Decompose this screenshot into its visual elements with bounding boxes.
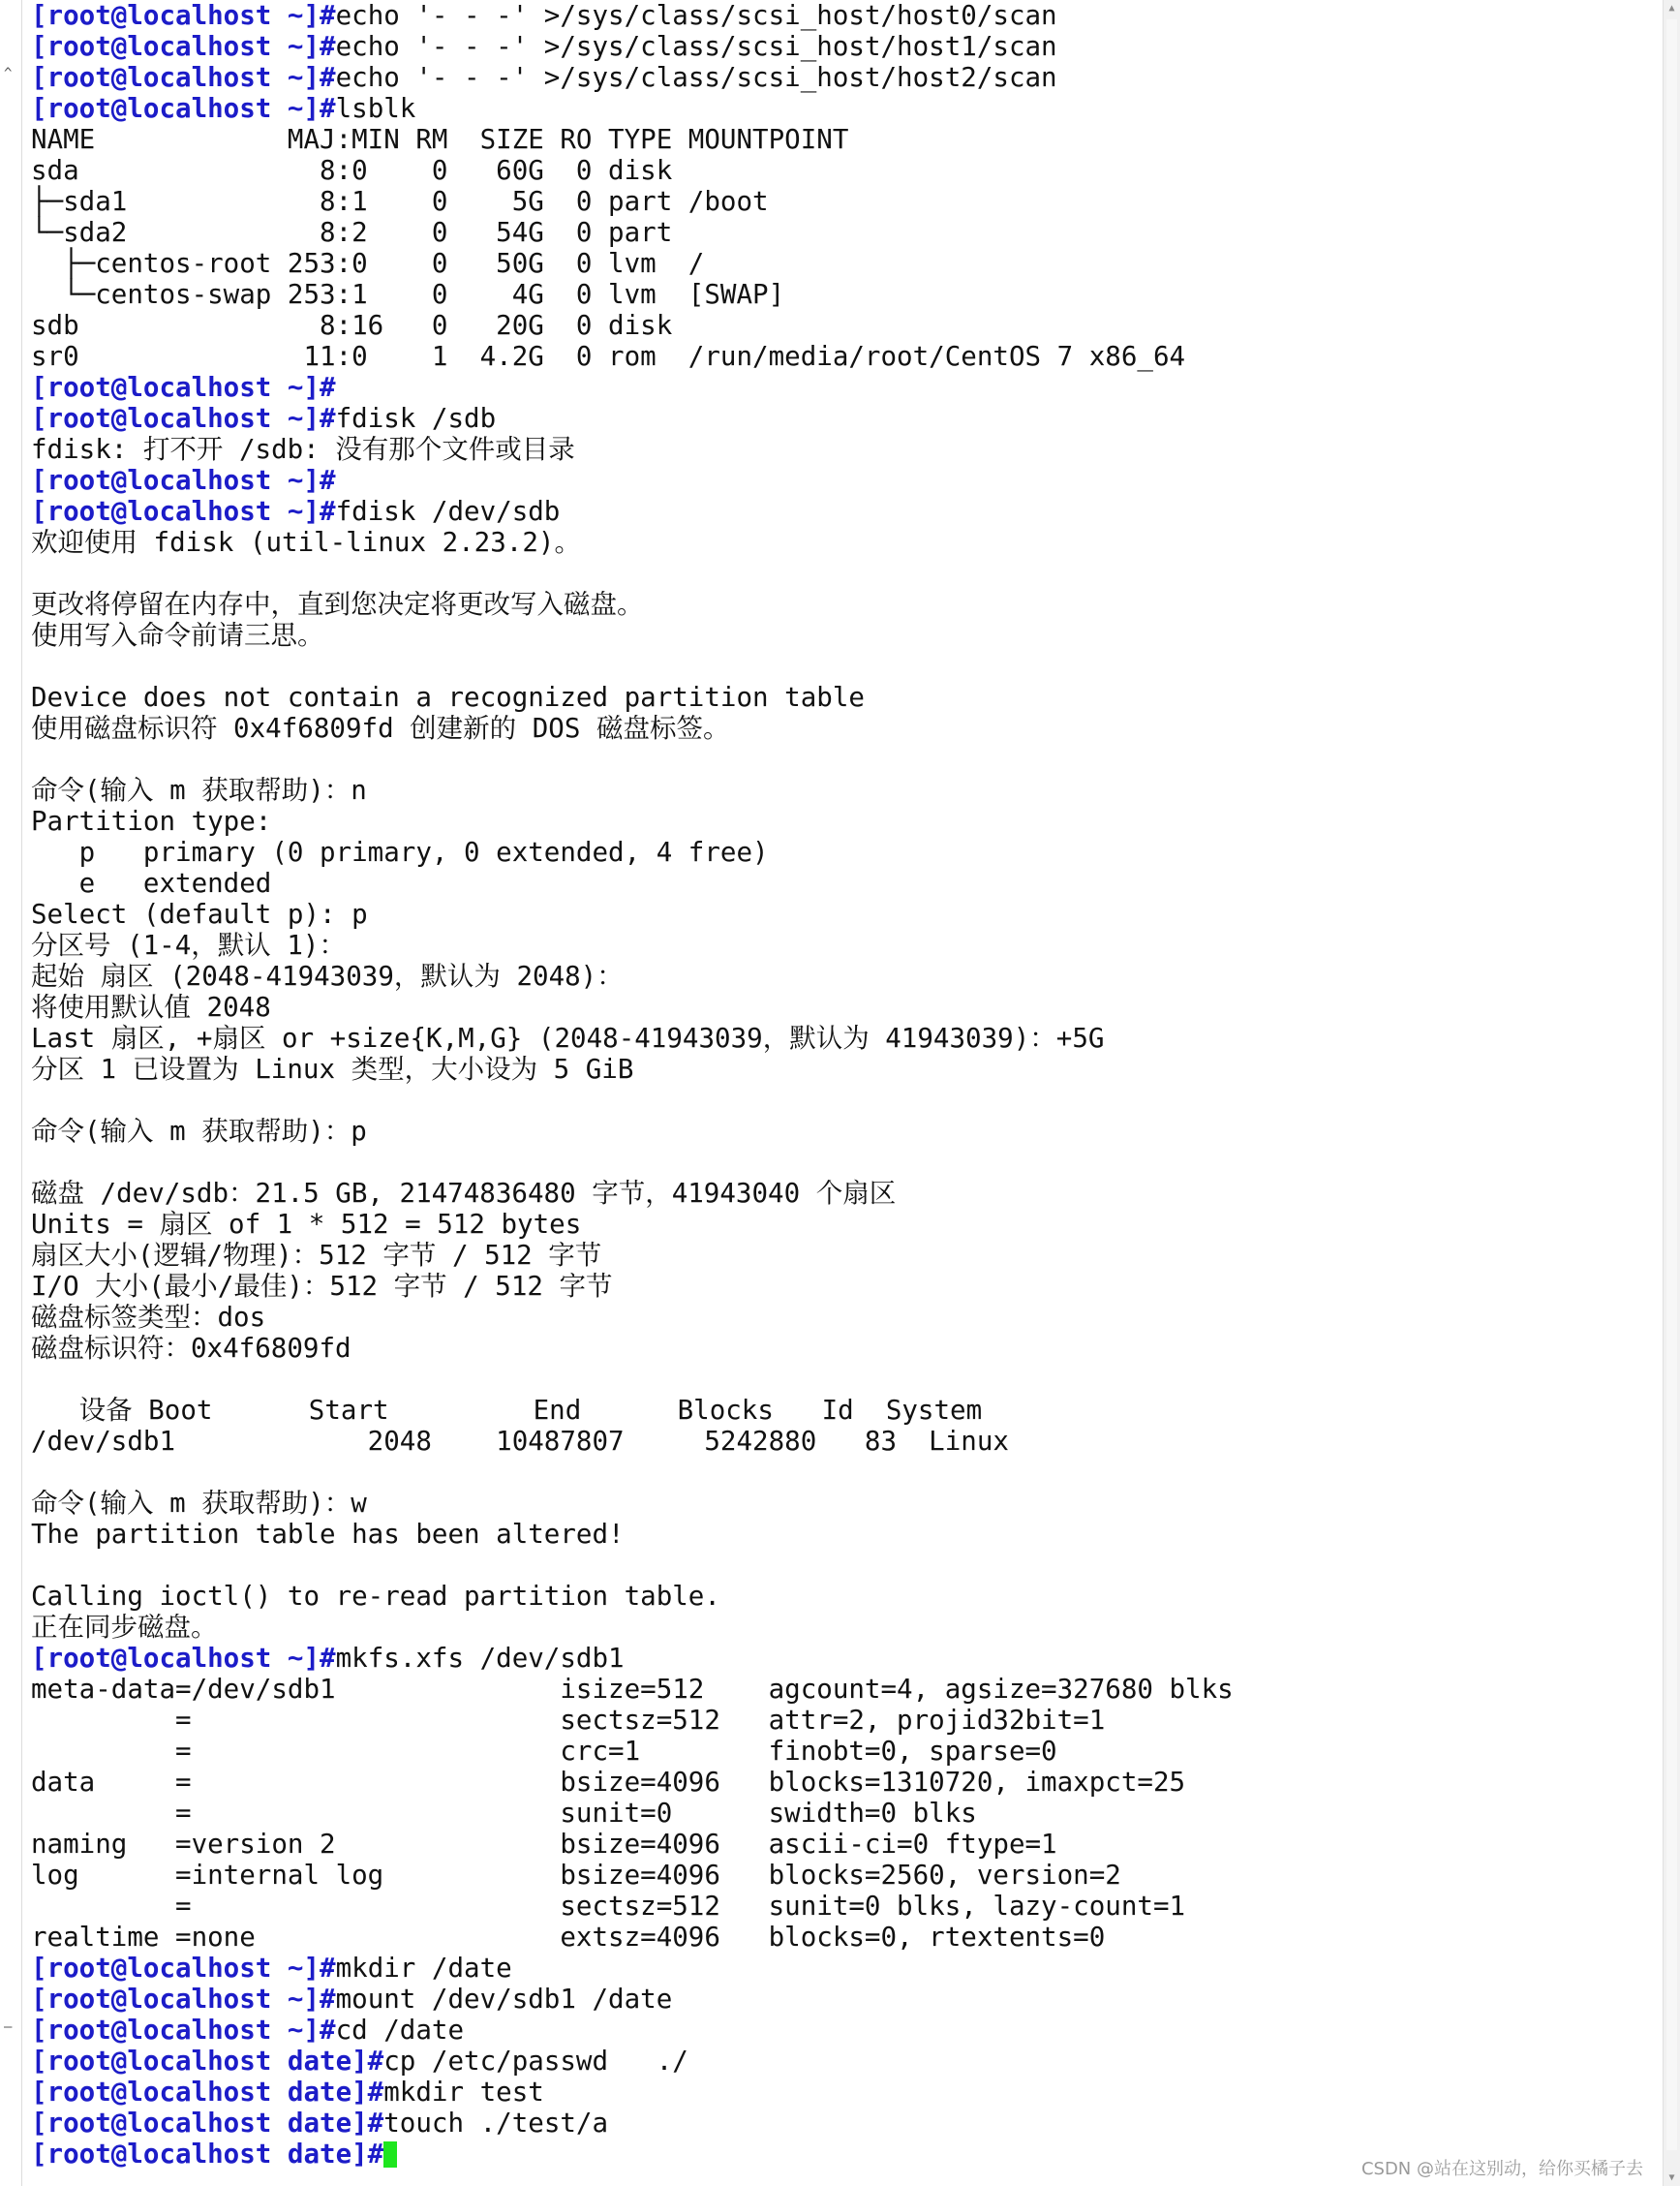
- output-line: [31, 1085, 1234, 1116]
- command-text: fdisk /sdb: [335, 403, 497, 434]
- output-line: [31, 806, 1234, 837]
- output-text: 设备 Boot Start End Blocks Id System: [31, 1395, 983, 1426]
- scrollbar-thumb[interactable]: [1666, 19, 1677, 2150]
- output-text: = crc=1 finobt=0, sparse=0: [31, 1736, 1057, 1767]
- command-line: [31, 1984, 1234, 2015]
- command-line: [31, 2139, 1234, 2170]
- output-text: Select (default p): p: [31, 899, 368, 930]
- output-line: [31, 558, 1234, 589]
- shell-prompt: [root@localhost ~]#: [31, 403, 336, 434]
- command-line: [31, 2046, 1234, 2077]
- output-line: [31, 1705, 1234, 1736]
- output-line: [31, 1612, 1234, 1643]
- output-text: └─sda2 8:2 0 54G 0 part: [31, 217, 673, 248]
- output-line: [31, 1271, 1234, 1302]
- command-text: echo '- - -' >/sys/class/scsi_host/host0/scan: [335, 0, 1057, 31]
- output-text: 分区号 (1-4，默认 1)：: [31, 930, 346, 961]
- gutter-marker: ^: [4, 66, 13, 81]
- command-text: cd /date: [335, 2015, 465, 2046]
- output-line: [31, 1581, 1234, 1612]
- output-line: [31, 1054, 1234, 1085]
- output-line: [31, 1116, 1234, 1147]
- output-line: [31, 1798, 1234, 1829]
- command-line: [31, 372, 1234, 403]
- output-text: 使用磁盘标识符 0x4f6809fd 创建新的 DOS 磁盘标签。: [31, 713, 730, 744]
- output-line: [31, 124, 1234, 155]
- output-text: 正在同步磁盘。: [31, 1612, 218, 1643]
- command-text: mkdir test: [383, 2077, 544, 2108]
- output-line: [31, 1860, 1234, 1891]
- output-text: 更改将停留在内存中，直到您决定将更改写入磁盘。: [31, 589, 644, 620]
- gutter-marker: –: [4, 2019, 13, 2035]
- output-line: [31, 1333, 1234, 1364]
- output-text: I/O 大小(最小/最佳)：512 字节 / 512 字节: [31, 1271, 613, 1302]
- shell-prompt: [root@localhost ~]#: [31, 62, 336, 93]
- output-text: data = bsize=4096 blocks=1310720, imaxpct=25: [31, 1767, 1186, 1798]
- command-line: [31, 62, 1234, 93]
- output-line: [31, 155, 1234, 186]
- command-line: [31, 403, 1234, 434]
- chevron-up-icon[interactable]: ▲: [1668, 3, 1675, 14]
- command-line: [31, 0, 1234, 31]
- output-text: p primary (0 primary, 0 extended, 4 free): [31, 837, 769, 868]
- output-text: 分区 1 已设置为 Linux 类型，大小设为 5 GiB: [31, 1054, 634, 1085]
- command-text: mkdir /date: [335, 1953, 512, 1984]
- output-line: [31, 1736, 1234, 1767]
- shell-prompt: [root@localhost date]#: [31, 2046, 384, 2077]
- output-text: = sectsz=512 attr=2, projid32bit=1: [31, 1705, 1106, 1736]
- output-line: [31, 1767, 1234, 1798]
- shell-prompt: [root@localhost date]#: [31, 2108, 384, 2139]
- output-line: [31, 1302, 1234, 1333]
- command-line: [31, 2077, 1234, 2108]
- shell-prompt: [root@localhost ~]#: [31, 1984, 336, 2015]
- output-text: Device does not contain a recognized partition table: [31, 682, 865, 713]
- output-line: [31, 279, 1234, 310]
- output-text: 命令(输入 m 获取帮助)：n: [31, 775, 367, 806]
- command-line: [31, 1953, 1234, 1984]
- output-text: ├─centos-root 253:0 0 50G 0 lvm /: [31, 248, 705, 279]
- left-gutter: [0, 0, 22, 2186]
- output-line: [31, 310, 1234, 341]
- output-text: = sunit=0 swidth=0 blks: [31, 1798, 977, 1829]
- command-line: [31, 496, 1234, 527]
- output-line: [31, 930, 1234, 961]
- text-cursor: [383, 2141, 397, 2168]
- command-text: lsblk: [335, 93, 416, 124]
- terminal-window[interactable]: [25, 0, 1662, 2186]
- output-line: [31, 248, 1234, 279]
- output-text: 扇区大小(逻辑/物理)：512 字节 / 512 字节: [31, 1240, 602, 1271]
- output-text: Partition type:: [31, 806, 272, 837]
- output-line: [31, 217, 1234, 248]
- shell-prompt: [root@localhost ~]#: [31, 1953, 336, 1984]
- output-line: [31, 1488, 1234, 1519]
- shell-prompt: [root@localhost ~]#: [31, 1643, 336, 1674]
- output-line: [31, 1550, 1234, 1581]
- command-text: echo '- - -' >/sys/class/scsi_host/host1/scan: [335, 31, 1057, 62]
- output-text: 将使用默认值 2048: [31, 992, 271, 1023]
- output-text: fdisk: 打不开 /sdb: 没有那个文件或目录: [31, 434, 575, 465]
- output-line: [31, 899, 1234, 930]
- output-line: [31, 713, 1234, 744]
- output-text: 命令(输入 m 获取帮助)：p: [31, 1116, 367, 1147]
- output-text: NAME MAJ:MIN RM SIZE RO TYPE MOUNTPOINT: [31, 124, 849, 155]
- output-text: Units = 扇区 of 1 * 512 = 512 bytes: [31, 1209, 582, 1240]
- output-line: [31, 434, 1234, 465]
- shell-prompt: [root@localhost date]#: [31, 2077, 384, 2108]
- output-text: log =internal log bsize=4096 blocks=2560, version=2: [31, 1860, 1121, 1891]
- output-text: └─centos-swap 253:1 0 4G 0 lvm [SWAP]: [31, 279, 785, 310]
- output-line: [31, 1147, 1234, 1178]
- output-line: [31, 1364, 1234, 1395]
- command-line: [31, 2015, 1234, 2046]
- output-line: [31, 341, 1234, 372]
- shell-prompt: [root@localhost ~]#: [31, 31, 336, 62]
- output-text: 欢迎使用 fdisk (util-linux 2.23.2)。: [31, 527, 581, 558]
- command-text: cp /etc/passwd ./: [383, 2046, 688, 2077]
- output-line: [31, 1023, 1234, 1054]
- output-line: [31, 1519, 1234, 1550]
- output-text: ├─sda1 8:1 0 5G 0 part /boot: [31, 186, 769, 217]
- output-line: [31, 589, 1234, 620]
- output-text: 磁盘 /dev/sdb：21.5 GB, 21474836480 字节，41943040 个扇区: [31, 1178, 897, 1209]
- output-line: [31, 868, 1234, 899]
- shell-prompt: [root@localhost ~]#: [31, 0, 336, 31]
- output-line: [31, 1891, 1234, 1922]
- output-line: [31, 1240, 1234, 1271]
- command-text: mkfs.xfs /dev/sdb1: [335, 1643, 625, 1674]
- output-line: [31, 620, 1234, 651]
- chevron-down-icon[interactable]: ▼: [1668, 2172, 1675, 2183]
- output-text: sda 8:0 0 60G 0 disk: [31, 155, 673, 186]
- output-text: Last 扇区, +扇区 or +size{K,M,G} (2048-41943039，默认为 41943039)：+5G: [31, 1023, 1105, 1054]
- command-text: fdisk /dev/sdb: [335, 496, 561, 527]
- output-line: [31, 186, 1234, 217]
- output-line: [31, 1829, 1234, 1860]
- command-line: [31, 465, 1234, 496]
- output-line: [31, 992, 1234, 1023]
- output-line: [31, 775, 1234, 806]
- output-text: 使用写入命令前请三思。: [31, 620, 324, 651]
- output-line: [31, 1674, 1234, 1705]
- shell-prompt: [root@localhost ~]#: [31, 372, 336, 403]
- output-line: [31, 651, 1234, 682]
- shell-prompt: [root@localhost ~]#: [31, 2015, 336, 2046]
- shell-prompt: [root@localhost ~]#: [31, 465, 336, 496]
- shell-prompt: [root@localhost ~]#: [31, 93, 336, 124]
- command-text: mount /dev/sdb1 /date: [335, 1984, 673, 2015]
- shell-prompt: [root@localhost ~]#: [31, 496, 336, 527]
- output-line: [31, 837, 1234, 868]
- output-line: [31, 1922, 1234, 1953]
- command-text: touch ./test/a: [383, 2108, 609, 2139]
- output-text: sr0 11:0 1 4.2G 0 rom /run/media/root/CentOS 7 x86_64: [31, 341, 1186, 372]
- command-line: [31, 93, 1234, 124]
- output-text: 命令(输入 m 获取帮助)：w: [31, 1488, 367, 1519]
- output-line: [31, 1395, 1234, 1426]
- command-line: [31, 1643, 1234, 1674]
- output-text: = sectsz=512 sunit=0 blks, lazy-count=1: [31, 1891, 1186, 1922]
- vertical-scrollbar[interactable]: [1663, 0, 1680, 2186]
- output-text: naming =version 2 bsize=4096 ascii-ci=0 ftype=1: [31, 1829, 1057, 1860]
- output-line: [31, 1426, 1234, 1457]
- output-text: meta-data=/dev/sdb1 isize=512 agcount=4, agsize=327680 blks: [31, 1674, 1234, 1705]
- output-line: [31, 682, 1234, 713]
- output-line: [31, 527, 1234, 558]
- output-text: 磁盘标签类型：dos: [31, 1302, 266, 1333]
- output-line: [31, 961, 1234, 992]
- output-text: Calling ioctl() to re-read partition table.: [31, 1581, 720, 1612]
- terminal-output: [31, 0, 1234, 2170]
- output-line: [31, 1209, 1234, 1240]
- output-text: The partition table has been altered!: [31, 1519, 625, 1550]
- command-text: echo '- - -' >/sys/class/scsi_host/host2/scan: [335, 62, 1057, 93]
- output-text: 起始 扇区 (2048-41943039，默认为 2048)：: [31, 961, 624, 992]
- output-text: sdb 8:16 0 20G 0 disk: [31, 310, 673, 341]
- watermark: CSDN @站在这别动，给你买橘子去: [1360, 2159, 1643, 2179]
- output-text: realtime =none extsz=4096 blocks=0, rtextents=0: [31, 1922, 1106, 1953]
- output-line: [31, 1178, 1234, 1209]
- output-text: /dev/sdb1 2048 10487807 5242880 83 Linux: [31, 1426, 1009, 1457]
- command-line: [31, 31, 1234, 62]
- output-line: [31, 744, 1234, 775]
- output-line: [31, 1457, 1234, 1488]
- output-text: 磁盘标识符：0x4f6809fd: [31, 1333, 351, 1364]
- shell-prompt: [root@localhost date]#: [31, 2139, 384, 2170]
- command-line: [31, 2108, 1234, 2139]
- output-text: e extended: [31, 868, 272, 899]
